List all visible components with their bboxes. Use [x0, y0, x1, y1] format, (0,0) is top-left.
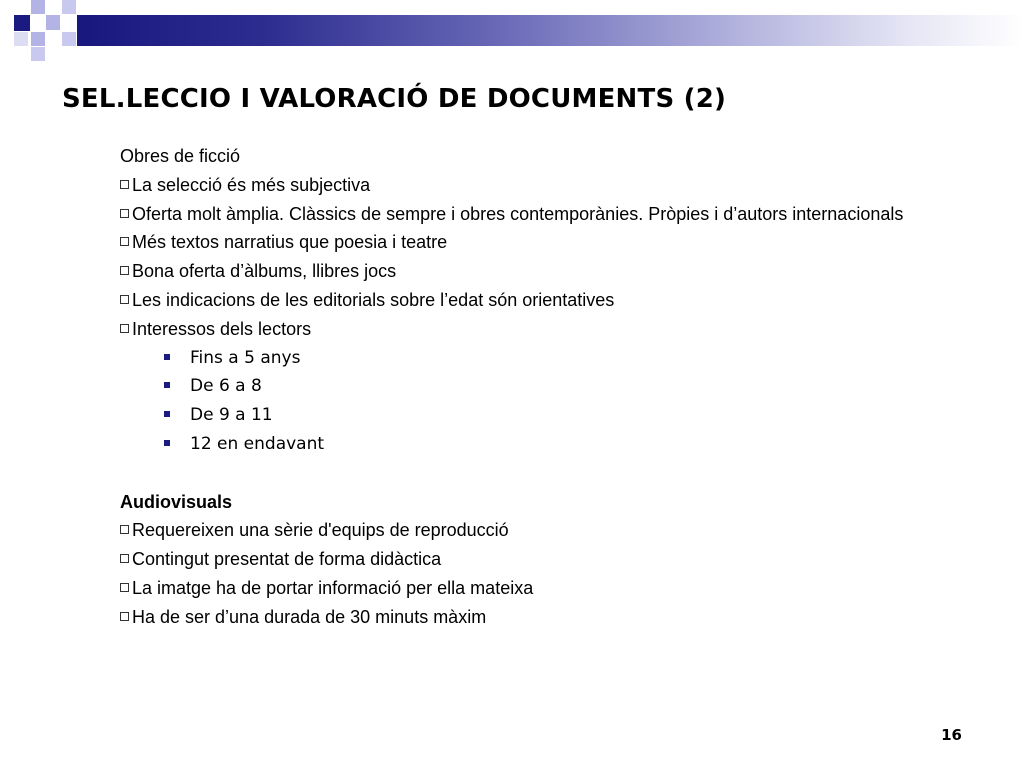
square-bullet-icon: [164, 411, 170, 417]
checkbox-bullet-icon: [120, 295, 129, 304]
list-item: Oferta molt àmplia. Clàssics de sempre i obres contemporànies. Pròpies i d’autors internacionals: [120, 200, 920, 229]
sub-list-item: De 6 a 8: [120, 372, 920, 401]
decor-square-lavender: [62, 0, 76, 14]
decor-square-lavender: [46, 15, 60, 30]
decor-square-lavender: [31, 0, 45, 14]
list-item: Més textos narratius que poesia i teatre: [120, 228, 920, 257]
checkbox-bullet-icon: [120, 612, 129, 621]
sub-list-item: 12 en endavant: [120, 430, 920, 459]
square-bullet-icon: [164, 354, 170, 360]
checkbox-bullet-icon: [120, 237, 129, 246]
list-item: Requereixen una sèrie d'equips de reproducció: [120, 516, 920, 545]
spacer: [120, 459, 920, 488]
decor-square-lavender: [62, 32, 76, 46]
decor-square-lavender: [0, 0, 30, 14]
sub-list-item: De 9 a 11: [120, 401, 920, 430]
checkbox-bullet-icon: [120, 180, 129, 189]
checkbox-bullet-icon: [120, 554, 129, 563]
checkbox-bullet-icon: [120, 209, 129, 218]
decor-square-lavender: [31, 32, 45, 46]
decor-square-lavender: [14, 32, 28, 46]
section-heading: Obres de ficció: [120, 146, 241, 166]
checkbox-bullet-icon: [120, 324, 129, 333]
list-item: Bona oferta d’àlbums, llibres jocs: [120, 257, 920, 286]
slide-title: SEL.LECCIO I VALORACIÓ DE DOCUMENTS (2): [62, 84, 727, 114]
sub-list-item: Fins a 5 anys: [120, 344, 920, 373]
decor-square-lavender: [31, 47, 45, 61]
list-item: Interessos dels lectors: [120, 315, 920, 344]
section-heading: Audiovisuals: [120, 491, 233, 512]
checkbox-bullet-icon: [120, 266, 129, 275]
list-item: La imatge ha de portar informació per ella mateixa: [120, 574, 920, 603]
header-gradient-bar: [77, 15, 1024, 46]
page-number: 16: [941, 726, 962, 744]
decor-square-navy: [14, 15, 30, 31]
list-item: Ha de ser d’una durada de 30 minuts màxim: [120, 603, 920, 632]
checkbox-bullet-icon: [120, 525, 129, 534]
square-bullet-icon: [164, 382, 170, 388]
square-bullet-icon: [164, 440, 170, 446]
list-item: Contingut presentat de forma didàctica: [120, 545, 920, 574]
list-item: Les indicacions de les editorials sobre l’edat són orientatives: [120, 286, 920, 315]
list-item: La selecció és més subjectiva: [120, 171, 920, 200]
slide-body: [120, 142, 920, 632]
checkbox-bullet-icon: [120, 583, 129, 592]
